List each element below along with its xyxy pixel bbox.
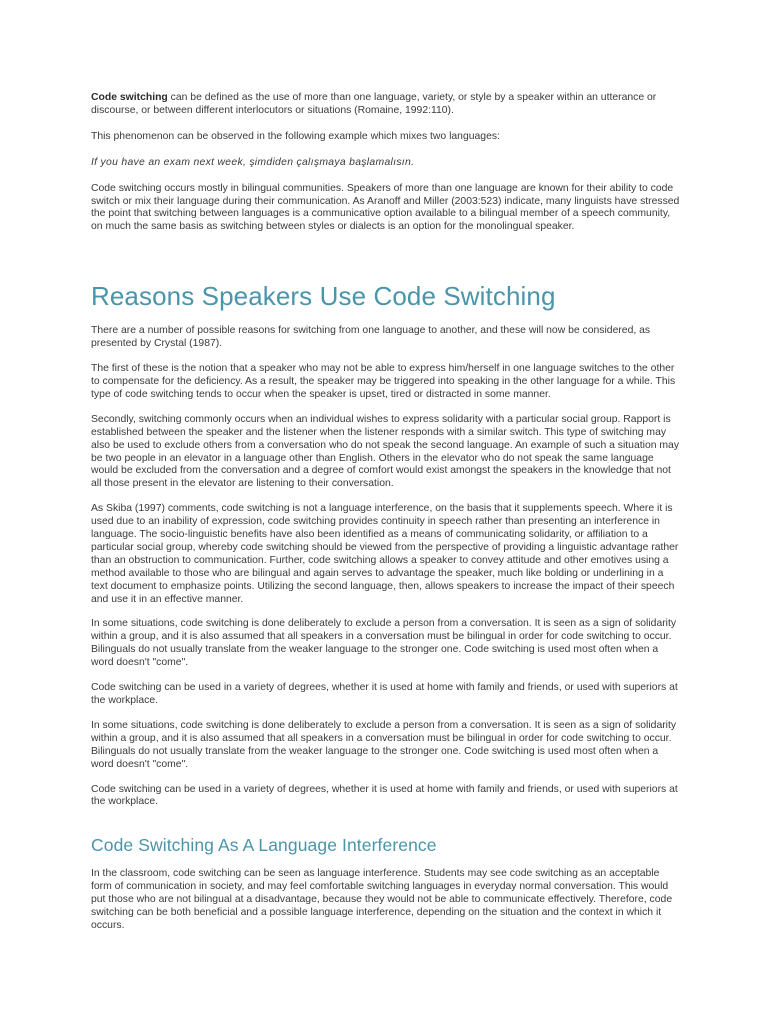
term-code-switching: Code switching [91,92,168,103]
reasons-paragraph-6: Code switching can be used in a variety of degrees, whether it is used at home with family and friends, or used with superiors at the workplace. [91,682,678,706]
reasons-paragraph-3: Secondly, switching commonly occurs when an individual wishes to express solidarity with a particular social group. Rapport is established between the speaker and the listener when the listener responds with a similar switch. This type of switching may also be used to exclude others from a conversation who do not speak the second language. An example of such a situation may be two people in an elevator in a language other than English. Others in the elevator who do not speak the same language would be excluded from the conversation and a degree of comfort would exist amongst the speakers in the knowledge that not all those present in the elevator are listening to their conversation. [91,413,680,490]
definition-text: can be defined as the use of more than one language, variety, or style by a speaker within an utterance or discourse, or between different interlocutors or situations (Romaine, 1992:110). [91,92,657,116]
reasons-paragraph-1: There are a number of possible reasons for switching from one language to another, and these will now be considered, as presented by Crystal (1987). [91,325,651,350]
document-page [91,92,683,945]
example-sentence: If you have an exam next week, şimdiden çalışmaya başlamalısın. [91,156,415,168]
definition-paragraph [91,92,683,118]
interference-paragraph-1: In the classroom, code switching can be seen as language interference. Students may see code switching as an acceptable form of communication in society, and may feel comfortable switching languages in everyday normal conversation. This would put those who are not bilingual at a disadvantage, because they would not be able to communicate effectively. Therefore, code switching can be both beneficial and a possible language interference, depending on the situation and the context in which it occurs. [91,868,673,931]
reasons-paragraph-8: Code switching can be used in a variety of degrees, whether it is used at home with family and friends, or used with superiors at the workplace. [91,783,678,808]
observe-paragraph: This phenomenon can be observed in the following example which mixes two languages: [91,130,500,142]
heading-interference: Code Switching As A Language Interference [91,835,437,856]
reasons-paragraph-2: The first of these is the notion that a speaker who may not be able to express him/herself in one language switches to the other to compensate for the deficiency. As a result, the speaker may be triggered into speaking in the other language for a while. This type of code switching tends to occur when the speaker is upset, tired or distracted in some manner. [91,363,676,400]
heading-reasons: Reasons Speakers Use Code Switching [91,281,556,312]
reasons-paragraph-4: As Skiba (1997) comments, code switching is not a language interference, on the basis that it supplements speech. Where it is used due to an inability of expression, code switching provides continuity in speech rather than presenting an interference in language. The socio-linguistic benefits have also been identified as a means of communicating solidarity, or affiliation to a particular social group, whereby code switching should be viewed from the perspective of providing a linguistic advantage rather than an obstruction to communication. Further, code switching allows a speaker to convey attitude and other emotives using a method available to those who are bilingual and again serves to advantage the speaker, much like bolding or underlining in a text document to emphasize points. Utilizing the second language, then, allows speakers to increase the impact of their speech and use it in an effective manner. [91,503,679,605]
communities-paragraph: Code switching occurs mostly in bilingual communities. Speakers of more than one language are known for their ability to code switch or mix their language during their communication. As Aranoff and Miller (2003:523) indicate, many linguists have stressed the point that switching between languages is a communicative option available to a bilingual member of a speech community, on much the same basis as switching between styles or dialects is an option for the monolingual speaker. [91,182,680,233]
reasons-paragraph-7: In some situations, code switching is done deliberately to exclude a person from a conversation. It is seen as a sign of solidarity within a group, and it is also assumed that all speakers in a conversation must be bilingual in order for code switching to occur. Bilinguals do not usually translate from the weaker language to the stronger one. Code switching is used most often when a word doesn't "come". [91,719,677,770]
reasons-paragraph-5: In some situations, code switching is done deliberately to exclude a person from a conversation. It is seen as a sign of solidarity within a group, and it is also assumed that all speakers in a conversation must be bilingual in order for code switching to occur. Bilinguals do not usually translate from the weaker language to the stronger one. Code switching is used most often when a word doesn't "come". [91,618,677,669]
